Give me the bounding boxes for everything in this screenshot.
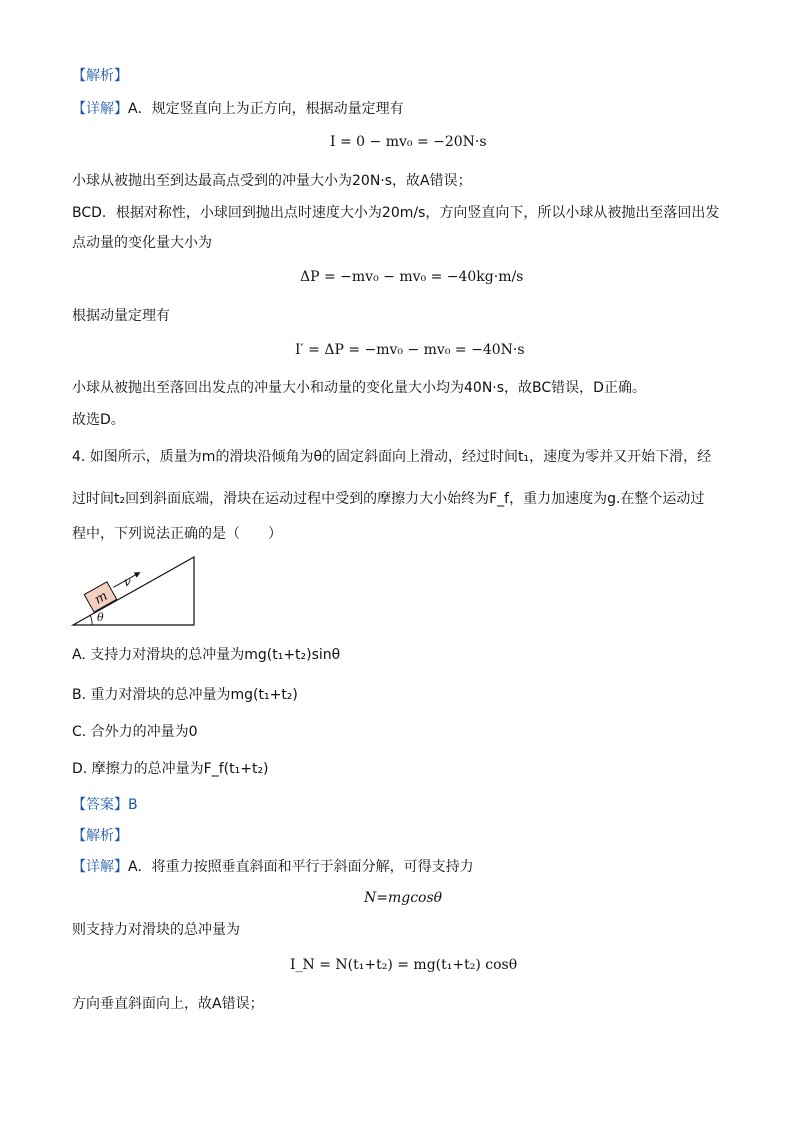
angle-label: θ	[97, 611, 104, 624]
detail-text: A．规定竖直向上为正方向，根据动量定理有	[128, 101, 404, 117]
question-4-line-1: 4. 如图所示，质量为m的滑块沿倾角为θ的固定斜面向上滑动，经过时间t₁，速度为零并又开始下滑，经	[72, 449, 712, 465]
block-mass-label: m	[92, 588, 111, 608]
text-line-5: 小球从被抛出至落回出发点的冲量大小和动量的变化量大小均为40N·s，故BC错误，D正确。	[72, 380, 646, 396]
text-conclusion: 方向垂直斜面向上，故A错误；	[72, 996, 264, 1012]
analysis-heading-2: 【解析】	[72, 828, 128, 844]
detail-tag: 【详解】	[72, 101, 128, 117]
question-4-line-2: 过时间t₂回到斜面底端，滑块在运动过程中受到的摩擦力大小始终为F_f，重力加速度为g.在整个运动过	[72, 491, 705, 507]
equation-impulse: I = 0 − mv₀ = −20N·s	[330, 134, 487, 150]
text-line-6: 故选D。	[72, 412, 125, 428]
velocity-arrow-head	[134, 570, 142, 578]
text-line-1: 小球从被抛出至到达最高点受到的冲量大小为20N·s，故A错误；	[72, 173, 472, 189]
analysis-heading-1: 【解析】	[72, 68, 128, 84]
option-d: D. 摩擦力的总冲量为F_f(t₁+t₂)	[72, 761, 269, 777]
detail-tag-2: 【详解】	[72, 859, 128, 875]
text-line-4: 根据动量定理有	[72, 308, 170, 324]
detail-line-a-2	[72, 857, 474, 877]
incline-figure	[70, 553, 200, 629]
text-line-2: BCD．根据对称性，小球回到抛出点时速度大小为20m/s，方向竖直向下，所以小球从被抛出至落回出发	[72, 205, 720, 221]
equation-momentum-change: ΔP = −mv₀ − mv₀ = −40kg·m/s	[300, 269, 524, 285]
angle-arc	[90, 615, 92, 625]
question-4-line-3: 程中，下列说法正确的是（ ）	[72, 526, 282, 542]
detail-text-2: A．将重力按照垂直斜面和平行于斜面分解，可得支持力	[128, 859, 474, 875]
answer-heading: 【答案】B	[72, 797, 138, 813]
equation-normal-force: N=mgcosθ	[364, 890, 443, 906]
text-line-3: 点动量的变化量大小为	[72, 235, 212, 251]
option-b: B. 重力对滑块的总冲量为mg(t₁+t₂)	[72, 687, 298, 703]
equation-normal-impulse: I_N = N(t₁+t₂) = mg(t₁+t₂) cosθ	[290, 957, 518, 973]
equation-total-impulse: I′ = ΔP = −mv₀ − mv₀ = −40N·s	[295, 342, 525, 358]
option-c: C. 合外力的冲量为0	[72, 724, 198, 740]
velocity-label: v	[124, 575, 131, 589]
detail-line-a-1	[72, 99, 404, 119]
text-impulse-normal: 则支持力对滑块的总冲量为	[72, 922, 240, 938]
option-a: A. 支持力对滑块的总冲量为mg(t₁+t₂)sinθ	[72, 647, 341, 663]
